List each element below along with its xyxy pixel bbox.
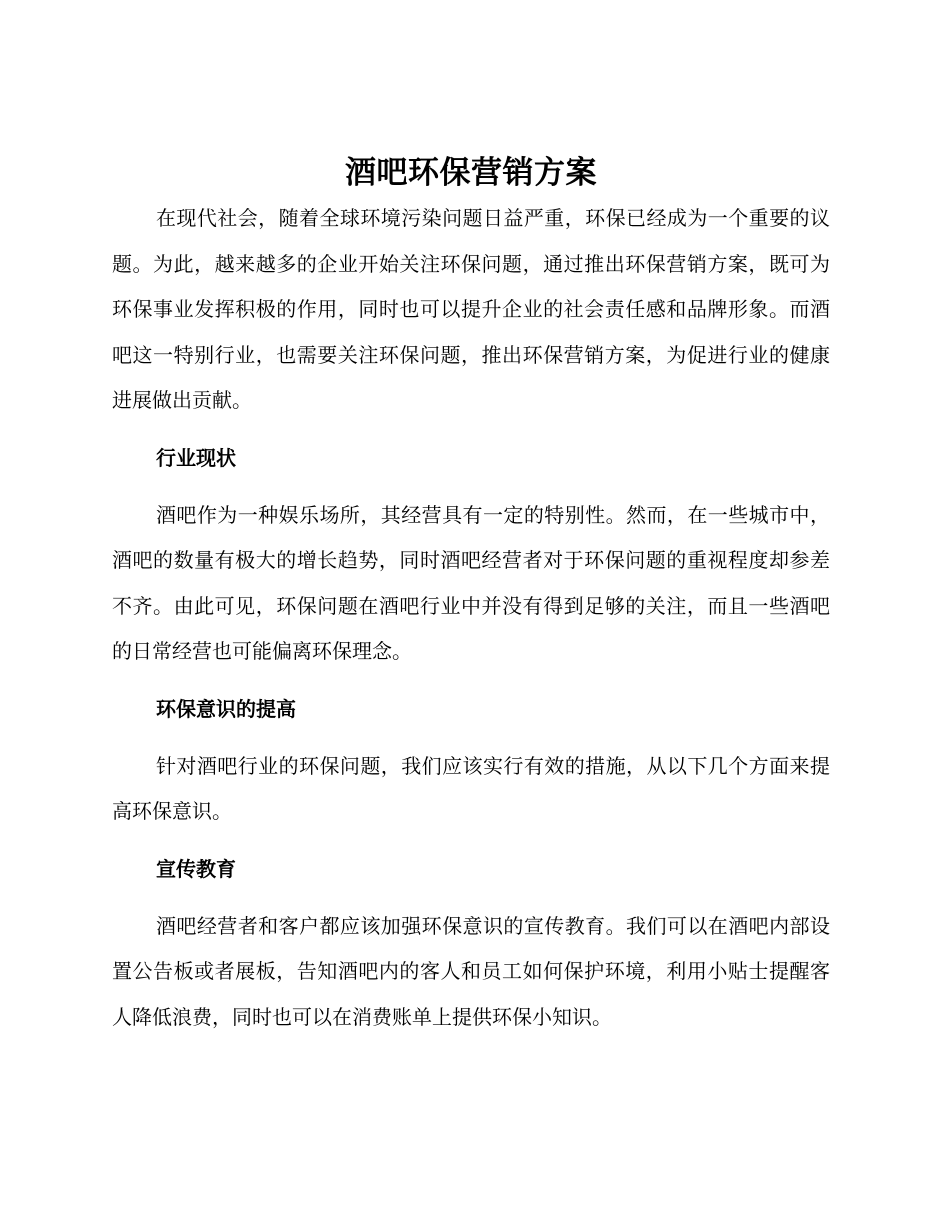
intro-paragraph: 在现代社会，随着全球环境污染问题日益严重，环保已经成为一个重要的议题。为此，越来越多的企业开始关注环保问题，通过推出环保营销方案，既可为环保事业发挥积极的作用，同时也可以提升企业的社会责任感和品牌形象。而酒吧这一特别行业，也需要关注环保问题，推出环保营销方案，为促进行业的健康进展做出贡献。 [112,206,830,412]
section-heading-awareness: 环保意识的提高 [156,696,296,721]
section-heading-publicity-education: 宣传教育 [156,856,236,881]
industry-status-paragraph: 酒吧作为一种娱乐场所，其经营具有一定的特别性。然而，在一些城市中，酒吧的数量有极大的增长趋势，同时酒吧经营者对于环保问题的重视程度却参差不齐。由此可见，环保问题在酒吧行业中并没有得到足够的关注，而且一些酒吧的日常经营也可能偏离环保理念。 [112,502,830,663]
section-heading-industry-status: 行业现状 [156,445,236,470]
publicity-education-paragraph: 酒吧经营者和客户都应该加强环保意识的宣传教育。我们可以在酒吧内部设置公告板或者展板，告知酒吧内的客人和员工如何保护环境，利用小贴士提醒客人降低浪费，同时也可以在消费账单上提供环保小知识。 [112,913,830,1029]
document-title: 酒吧环保营销方案 [345,155,597,191]
awareness-paragraph: 针对酒吧行业的环保问题，我们应该实行有效的措施，从以下几个方面来提高环保意识。 [112,753,830,823]
